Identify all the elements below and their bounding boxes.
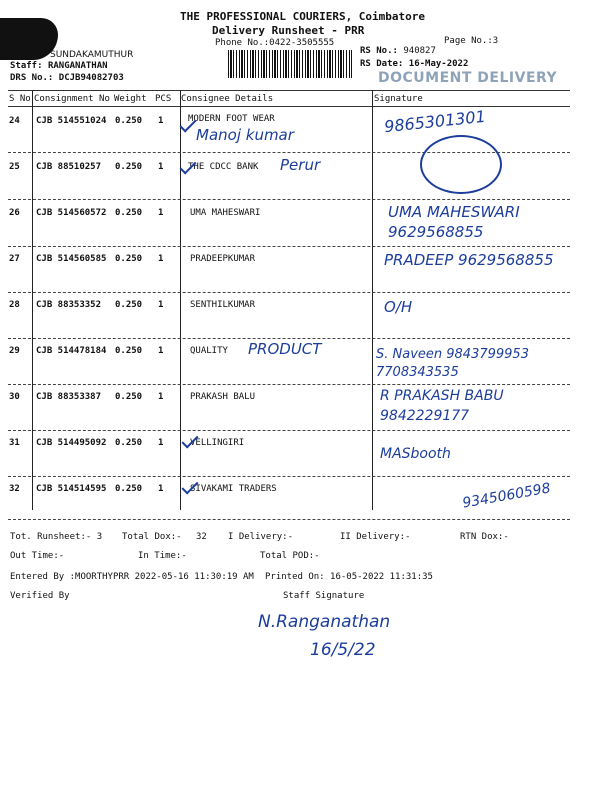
verified-by: Verified By [10, 591, 70, 601]
row-sno: 30 [9, 392, 20, 402]
drs-label: DRS No.: [10, 73, 54, 83]
col-divider [180, 90, 181, 510]
staff-signature-label: Staff Signature [283, 591, 365, 601]
row-consignment: CJB 88353352 [36, 300, 102, 310]
row-pcs: 1 [158, 392, 164, 402]
row-consignee: UMA MAHESWARI [190, 208, 261, 218]
total-pod: Total POD:- [260, 551, 320, 561]
header-rule-bottom [8, 106, 570, 107]
row-weight: 0.250 [115, 392, 143, 402]
col-weight: Weight [114, 94, 147, 104]
barcode [228, 50, 352, 78]
rs-number: 940827 [403, 46, 436, 56]
handwritten-signature: UMA MAHESWARI 9629568855 [388, 203, 520, 241]
handwritten-signature: 9865301301 [383, 106, 487, 137]
handwritten-signature: 9345060598 [461, 480, 552, 512]
rtn-dox: RTN Dox:- [460, 532, 509, 542]
ii-delivery: II Delivery:- [340, 532, 411, 542]
row-consignee: THE CDCC BANK [188, 162, 259, 172]
drs-number: DCJB94082703 [58, 73, 124, 83]
row-pcs: 1 [158, 346, 164, 356]
col-divider [372, 90, 373, 510]
row-sno: 29 [9, 346, 20, 356]
row-pcs: 1 [158, 484, 164, 494]
staff-signature-date: 16/5/22 [310, 640, 376, 660]
row-consignee: PRADEEPKUMAR [190, 254, 256, 264]
row-consignee: SENTHILKUMAR [190, 300, 256, 310]
out-time: Out Time:- [10, 551, 65, 561]
row-weight: 0.250 [115, 116, 143, 126]
col-pcs: PCS [155, 94, 172, 104]
staff-label: Staff: [10, 61, 43, 71]
col-divider [32, 90, 33, 510]
total-dox-label: Total Dox:- [122, 532, 182, 542]
row-consignment: CJB 514551024 [36, 116, 107, 126]
row-weight: 0.250 [115, 254, 143, 264]
row-separator [8, 384, 570, 385]
row-pcs: 1 [158, 208, 164, 218]
rs-date: 16-May-2022 [408, 59, 469, 69]
col-consignment: Consignment No [34, 94, 110, 104]
row-consignment: CJB 514495092 [36, 438, 107, 448]
rs-date-label: RS Date: [360, 59, 404, 69]
row-sno: 28 [9, 300, 20, 310]
row-consignee: SIVAKAMI TRADERS [190, 484, 277, 494]
row-consignment: CJB 514560572 [36, 208, 107, 218]
page-number: Page No.:3 [444, 36, 499, 46]
row-weight: 0.250 [115, 438, 143, 448]
row-consignee: MODERN FOOT WEAR [188, 114, 275, 124]
row-separator [8, 338, 570, 339]
handwritten-signature: MASbooth [380, 446, 451, 462]
row-sno: 32 [9, 484, 20, 494]
handwritten-note: PRODUCT [248, 340, 322, 358]
drs-line [10, 73, 124, 83]
row-sno: 26 [9, 208, 20, 218]
handwritten-note: Perur [280, 156, 321, 174]
row-pcs: 1 [158, 300, 164, 310]
row-weight: 0.250 [115, 300, 143, 310]
i-delivery: I Delivery:- [228, 532, 294, 542]
row-separator [8, 246, 570, 247]
area-name: SUNDAKAMUTHUR [50, 50, 134, 60]
row-sno: 27 [9, 254, 20, 264]
handwritten-signature: O/H [384, 298, 413, 316]
row-separator [8, 519, 570, 520]
total-dox-value: 32 [196, 532, 207, 542]
rs-date-line [360, 59, 468, 69]
row-sno: 31 [9, 438, 20, 448]
col-signature: Signature [374, 94, 423, 104]
header-rule-top [8, 90, 570, 91]
rs-number-line [360, 46, 436, 56]
col-consignee: Consignee Details [181, 94, 274, 104]
company-name: THE PROFESSIONAL COURIERS, Coimbatore [180, 10, 426, 23]
stamp-circle [420, 135, 502, 194]
row-weight: 0.250 [115, 162, 143, 172]
handwritten-signature: PRADEEP 9629568855 [384, 251, 554, 269]
staff-name: RANGANATHAN [47, 61, 108, 71]
row-consignment: CJB 88353387 [36, 392, 102, 402]
staff-signature-name: N.Ranganathan [258, 612, 391, 632]
row-weight: 0.250 [115, 208, 143, 218]
handwritten-signature: S. Naveen 9843799953 7708343535 [376, 347, 529, 380]
total-runsheet: Tot. Runsheet:- 3 [10, 532, 103, 542]
printed-on: Printed On: 16-05-2022 11:31:35 [265, 572, 433, 582]
row-weight: 0.250 [115, 484, 143, 494]
row-pcs: 1 [158, 162, 164, 172]
row-pcs: 1 [158, 254, 164, 264]
row-consignment: CJB 514560585 [36, 254, 107, 264]
staff-line [10, 61, 108, 71]
row-sno: 24 [9, 116, 20, 126]
check-mark [180, 116, 197, 133]
row-separator [8, 199, 570, 200]
row-separator [8, 476, 570, 477]
row-separator [8, 430, 570, 431]
row-consignment: CJB 88510257 [36, 162, 102, 172]
document-delivery-stamp: DOCUMENT DELIVERY [378, 70, 558, 86]
runsheet-title: Delivery Runsheet - PRR [212, 24, 365, 37]
entered-by: Entered By :MOORTHYPRR 2022-05-16 11:30:19 AM [10, 572, 254, 582]
row-consignee: QUALITY [190, 346, 228, 356]
handwritten-signature: R PRAKASH BABU 9842229177 [380, 388, 504, 424]
row-separator [8, 292, 570, 293]
row-consignment: CJB 514478184 [36, 346, 107, 356]
handwritten-note: Manoj kumar [196, 126, 294, 144]
row-consignee: PRAKASH BALU [190, 392, 256, 402]
row-weight: 0.250 [115, 346, 143, 356]
in-time: In Time:- [138, 551, 187, 561]
row-sno: 25 [9, 162, 20, 172]
col-sno: S No [9, 94, 31, 104]
phone-number: Phone No.:0422-3505555 [215, 38, 335, 48]
row-consignment: CJB 514514595 [36, 484, 107, 494]
row-pcs: 1 [158, 438, 164, 448]
row-pcs: 1 [158, 116, 164, 126]
row-consignee: VELLINGIRI [190, 438, 245, 448]
rs-number-label: RS No.: [360, 46, 398, 56]
